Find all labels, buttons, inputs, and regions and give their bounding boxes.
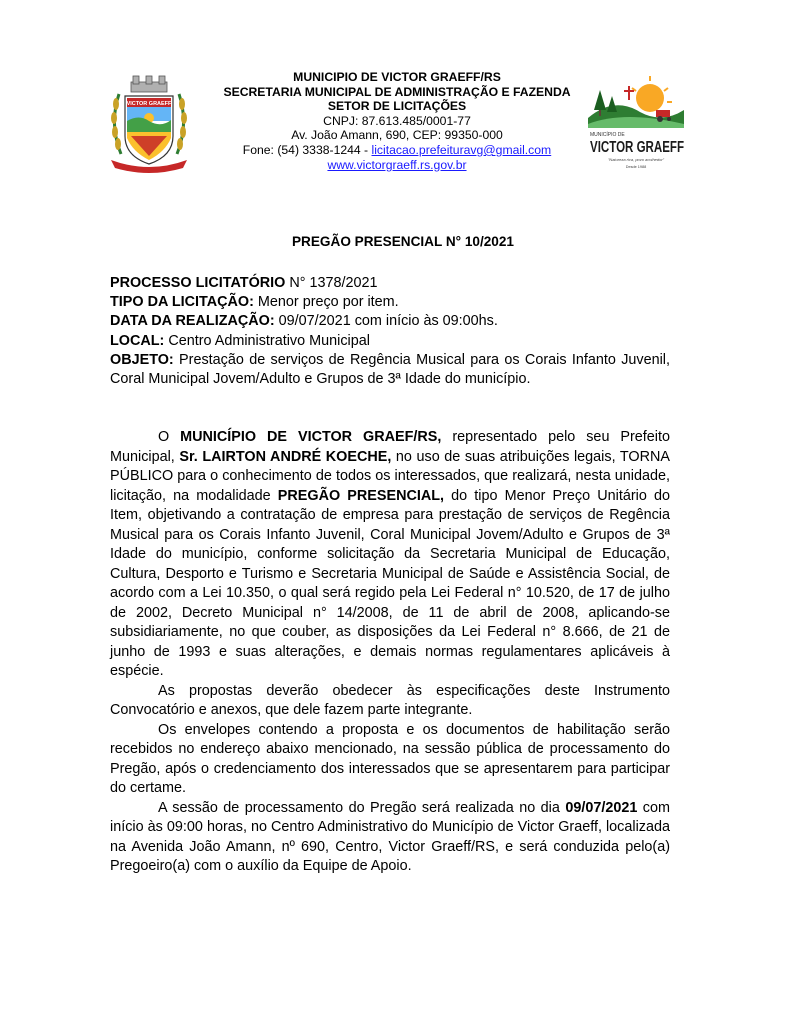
cnpj-text: CNPJ: 87.613.485/0001-77 <box>323 113 471 128</box>
crest-text: VICTOR GRAEFF <box>126 101 172 107</box>
brand-name-text: VICTOR GRAEFF <box>590 139 685 156</box>
session-date-bold: 09/07/2021 <box>565 799 638 816</box>
notice-body <box>110 428 670 877</box>
object-value: Prestação de serviços de Regência Musical para os Corais Infanto Juvenil, Coral Municipal Jovem/Adulto e Grupos de 3ª Idade do município. <box>110 351 670 388</box>
process-row <box>110 274 670 293</box>
department-name: SETOR DE LICITAÇÕES <box>327 99 467 114</box>
brand-tagline-text: "Natureza rica, povo acolhedor" <box>607 157 665 162</box>
location-label: LOCAL: <box>110 332 165 349</box>
modality-bold: PREGÃO PRESENCIAL, <box>277 487 445 504</box>
paragraph-envelopes: Os envelopes contendo a proposta e os documentos de habilitação serão recebidos no endereço abaixo mencionado, na sessão pública de processamento do Pregão, após o credenciamento dos interessados que se apresentarem para participar do certame. <box>110 721 670 796</box>
p1-text-c: representado pelo seu Prefeito Municipal, <box>110 429 670 465</box>
brand-small-text: MUNICÍPIO DE <box>590 132 625 138</box>
type-label: TIPO DA LICITAÇÃO: <box>110 294 254 311</box>
secretariat-name: SECRETARIA MUNICIPAL DE ADMINISTRAÇÃO E FAZENDA <box>223 84 571 99</box>
p1-text-e: do tipo Menor Preço Unitário do Item, objetivando a contratação de empresa para prestação de serviços de Regência Musical para os Corais Infanto Juvenil, Coral Municipal Jovem/Adulto e Grupos de 3ª Idade do município, conforme solicitação da Secretaria Municipal de Educação, Cultura, Desporto e Turismo e Secretaria Municipal de Saúde e Assistência Social, de acordo com a Lei 10.350, o qual será regido pela Lei Federal n° 10.520, de 17 de julho de 2002, Decreto Municipal n° 14/2008, de 11 de abril de 2008, aplicando-se subsidiariamente, no que couber, as disposições da Lei Federal n° 8.666, de 21 de junho de 1993 e suas alterações, e demais normas regulamentares aplicáveis à espécie. <box>110 487 670 679</box>
address-text: Av. João Amann, 690, CEP: 99350-000 <box>291 128 503 143</box>
contact-line <box>192 143 602 158</box>
letterhead <box>0 66 770 176</box>
p1-text-a: O <box>158 429 181 445</box>
phone-text: Fone: (54) 3338-1244 - <box>242 142 372 157</box>
municipal-crest-logo <box>105 74 193 174</box>
document-title: PREGÃO PRESENCIAL N° 10/2021 <box>291 234 514 249</box>
date-row <box>110 312 670 331</box>
location-row <box>110 332 670 351</box>
p1-text-d: no uso de suas atribuições legais, TORNA PÚBLICO para o conhecimento de todos os interessados, que realizará, nesta unidade, licitação, na modalidade <box>110 448 670 504</box>
municipality-bold: MUNICÍPIO DE VICTOR GRAEF/RS, <box>180 429 442 445</box>
p4-text-c: com início às 09:00 horas, no Centro Administrativo do Município de Victor Graeff, localizada na Avenida João Amann, nº 690, Centro, Victor Graeff/RS, e será conduzida pelo(a) Pregoeiro(a) com o auxílio da Equipe de Apoio. <box>110 799 670 874</box>
type-value: Menor preço por item. <box>253 294 399 311</box>
paragraph-announcement <box>110 428 670 682</box>
victor-graeff-brand-logo <box>584 66 688 174</box>
object-row <box>110 351 670 389</box>
municipality-name: MUNICIPIO DE VICTOR GRAEFF/RS <box>293 70 501 84</box>
process-label: PROCESSO LICITATÓRIO <box>110 275 286 291</box>
procurement-details <box>110 274 670 389</box>
paragraph-session <box>110 799 670 877</box>
p4-text-a: A sessão de processamento do Pregão será realizada no dia <box>158 799 566 816</box>
website-link[interactable]: www.victorgraeff.rs.gov.br <box>327 157 467 172</box>
letterhead-text <box>192 70 602 172</box>
location-value: Centro Administrativo Municipal <box>164 332 370 349</box>
mayor-name-bold: Sr. LAIRTON ANDRÉ KOECHE, <box>179 448 392 465</box>
paragraph-proposals: As propostas deverão obedecer às especificações deste Instrumento Convocatório e anexos, que dele fazem parte integrante. <box>110 682 670 718</box>
brand-sub-text: Desde 1988 <box>625 165 647 169</box>
date-label: DATA DA REALIZAÇÃO: <box>110 313 275 330</box>
type-row <box>110 293 670 312</box>
date-value: 09/07/2021 com início às 09:00hs. <box>274 313 498 330</box>
object-label: OBJETO: <box>110 351 174 368</box>
email-link[interactable]: licitacao.prefeituravg@gmail.com <box>371 142 552 157</box>
process-value: N° 1378/2021 <box>285 275 378 291</box>
